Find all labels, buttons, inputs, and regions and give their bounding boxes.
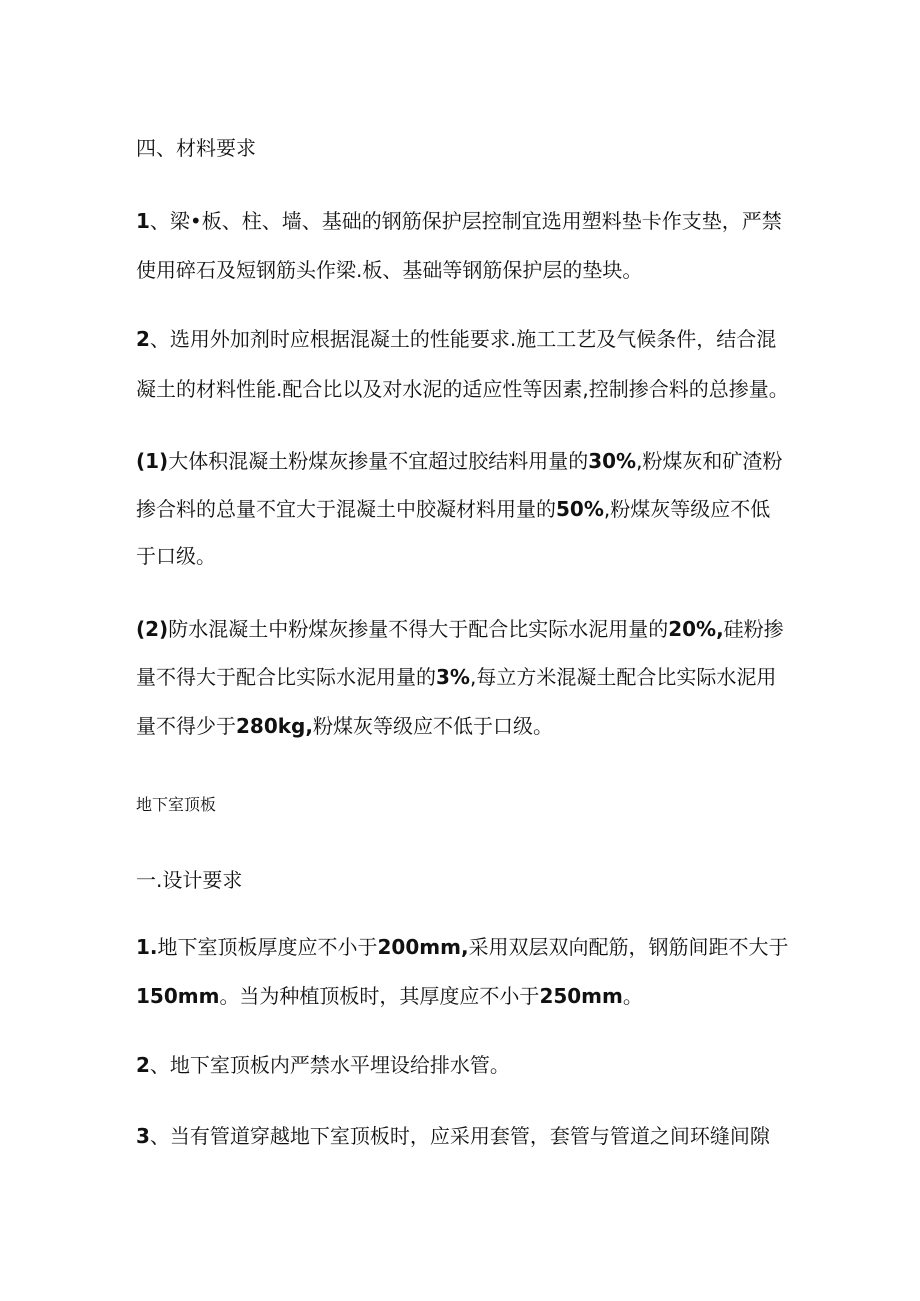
sub1-line1: (1)大体积混凝土粉煤灰掺量不宜超过胶结料用量的30%,粉煤灰和矿渣粉	[136, 449, 783, 473]
design-heading: 一.设计要求	[136, 868, 243, 892]
design3-line: 3、当有管道穿越地下室顶板时，应采用套管，套管与管道之间环缝间隙	[136, 1124, 770, 1148]
item2-line1: 2、选用外加剂时应根据混凝土的性能要求.施工工艺及气候条件，结合混	[136, 327, 777, 351]
sub2-line1: (2)防水混凝土中粉煤灰掺量不得大于配合比实际水泥用量的20%,硅粉掺	[136, 617, 784, 641]
design2-line: 2、地下室顶板内严禁水平埋设给排水管。	[136, 1053, 510, 1077]
section-title: 地下室顶板	[136, 795, 217, 814]
item1-line2: 使用碎石及短钢筋头作梁.板、基础等钢筋保护层的垫块。	[136, 258, 643, 282]
sub2-line3: 量不得少于280kg,粉煤灰等级应不低于口级。	[136, 714, 553, 738]
sub1-line2: 掺合料的总量不宜大于混凝土中胶凝材料用量的50%,粉煤灰等级应不低	[136, 497, 771, 521]
design1-line1: 1.地下室顶板厚度应不小于200mm,采用双层双向配筋，钢筋间距不大于	[136, 935, 789, 959]
item1-line1: 1、梁•板、柱、墙、基础的钢筋保护层控制宜选用塑料垫卡作支垫，严禁	[136, 209, 782, 233]
materials-heading: 四、材料要求	[136, 136, 256, 160]
sub2-line2: 量不得大于配合比实际水泥用量的3%,每立方米混凝土配合比实际水泥用	[136, 665, 777, 689]
sub1-line3: 于口级。	[136, 544, 216, 568]
item2-line2: 凝土的材料性能.配合比以及对水泥的适应性等因素,控制掺合料的总掺量。	[136, 377, 789, 401]
design1-line2: 150mm。当为种植顶板时，其厚度应不小于250mm。	[136, 984, 643, 1008]
